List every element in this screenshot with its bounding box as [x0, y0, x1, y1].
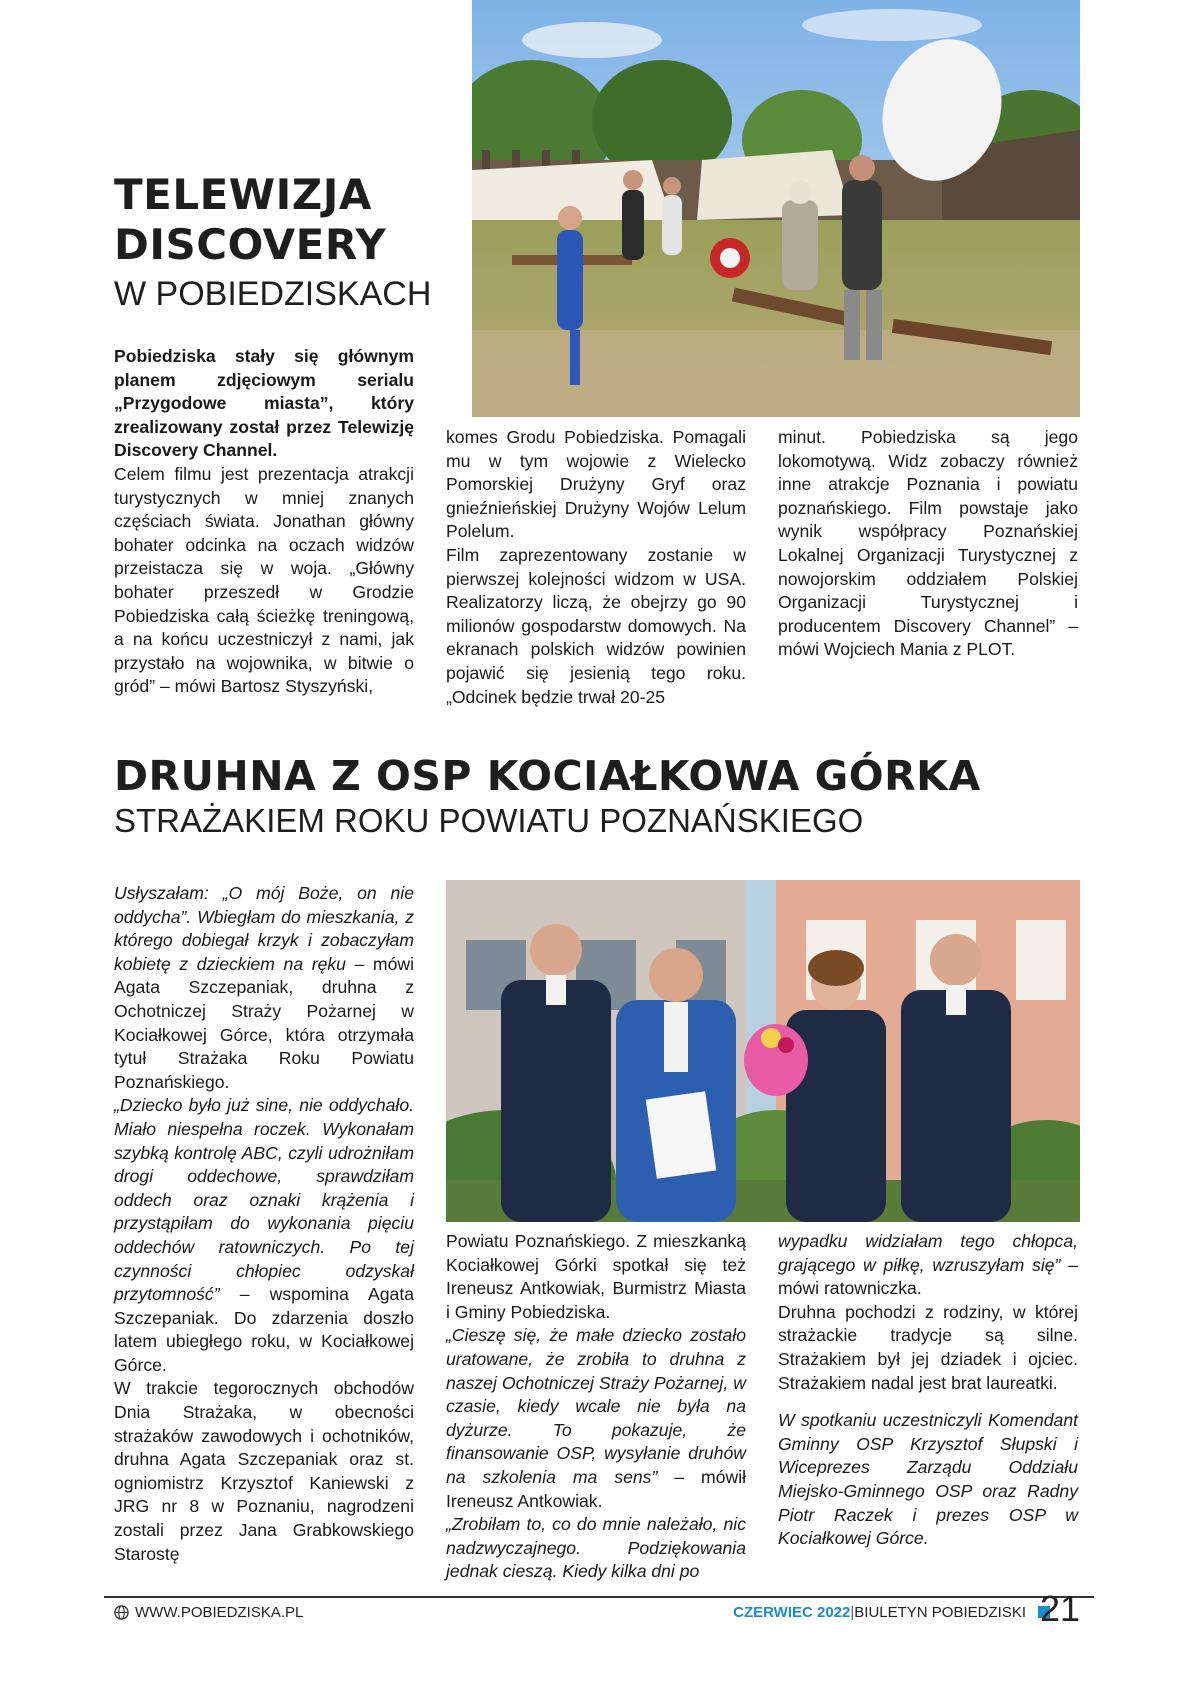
- article2-photo: [446, 880, 1080, 1222]
- footer-website-label: WWW.POBIEDZISKA.PL: [135, 1604, 304, 1621]
- article2-col2-text-2: – mówił Ireneusz Antkowiak.: [446, 1466, 747, 1511]
- article1-title: [114, 170, 431, 316]
- footer-month: CZERWIEC 2022: [733, 1604, 851, 1621]
- article2-subtitle: STRAŻAKIEM ROKU POWIATU POZNAŃSKIEGO: [114, 802, 864, 839]
- article2-col2-para2: [446, 1324, 746, 1513]
- article2-title: DRUHNA Z OSP KOCIAŁKOWA GÓRKA: [114, 752, 981, 800]
- article1-body-col2-p2: Film zaprezentowany zostanie w pierwszej kolejności widzom w USA. Realizatorzy liczą, że obejrzy go 90 milionów gospodarstw domowych. Na ekranach polskich widzów powinien pojawić się jesienią tego roku. „Odcinek będzie trwał 20-25: [446, 544, 746, 707]
- footer-publication-name: BIULETYN POBIEDZISKI: [854, 1604, 1026, 1621]
- article1-column-3: [778, 426, 1078, 662]
- article2-text-1: – mówi Agata Szczepaniak, druhna z Ochotniczej Straży Pożarnej w Kociałkowej Górce, która otrzymała tytuł Strażaka Roku Powiatu Poznańskiego.: [114, 953, 414, 1092]
- article2-col2-text-1: Powiatu Poznańskiego. Z mieszkanką Kociałkowej Górki spotkał się też Ireneusz Antkowiak, Burmistrz Miasta i Gminy Pobiedziska.: [446, 1231, 746, 1322]
- article2-col3-para1: [778, 1230, 1078, 1301]
- article2-column-2: [446, 1230, 746, 1584]
- article2-col3-text-2: Druhna pochodzi z rodziny, w której strażackie tradycje są silne. Strażakiem był jej dziadek i ojciec. Strażakiem nadal jest brat laureatki.: [778, 1301, 1078, 1393]
- page-number: 21: [1040, 1588, 1081, 1629]
- footer-website[interactable]: [114, 1604, 303, 1624]
- article2-heading: [114, 752, 981, 842]
- article2-quote-1: Usłyszałam: „O mój Boże, on nie oddycha”. Wbiegłam do mieszkania, z którego dobiegał krzyk i zobaczyłam kobietę z dzieckiem na ręku: [114, 883, 414, 974]
- article1-title-line2: DISCOVERY: [114, 220, 387, 269]
- article2-text-3: W trakcie tegorocznych obchodów Dnia Strażaka, w obecności strażaków zawodowych i ochotników, druhna Agata Szczepaniak oraz st. ogniomistrz Krzysztof Kaniewski z JRG nr 8 w Poznaniu, nagrodzeni zostali przez Jana Grabkowskiego Starostę: [114, 1378, 414, 1564]
- article2-quote-2: „Dziecko było już sine, nie oddychało. Miało niespełna roczek. Wykonałam szybką kontrolę ABC, czyli udrożniłam drogi oddechowe, sprawdziłam oddech oraz oznaki krążenia i przystąpiłam do wykonania pięciu oddechów ratowniczych. Po tej czynności chłopiec odzyskał przytomność”: [114, 1095, 414, 1305]
- article1-body-col1: Celem filmu jest prezentacja atrakcji turystycznych w mniej znanych częściach świata. Jonathan główny bohater odcinka na oczach widzów przeistacza się w woja. „Główny bohater przeszedł w Grodzie Pobiedziska całą ścieżkę treningową, a na końcu uczestniczył z nami, jak przystało na wojownika, w bitwie o gród” – mówi Bartosz Styszyński,: [114, 463, 414, 697]
- article1-lead: Pobiedziska stały się głównym planem zdjęciowym serialu „Przygodowe miasta”, który zrealizowany został przez Telewizję Discovery Channel.: [114, 346, 414, 461]
- article2-text-2: – wspomina Agata Szczepaniak. Do zdarzenia doszło latem ubiegłego roku, w Kociałkowej Górce.: [114, 1284, 414, 1375]
- article2-col1-para2: [114, 1094, 414, 1377]
- article1-photo: [472, 0, 1080, 417]
- globe-icon: [114, 1605, 129, 1624]
- article1-body-col2-p1: komes Grodu Pobiedziska. Pomagali mu w tym wojowie z Wielecko Pomorskiej Drużyny Gryf oraz gnieźnieńskiej Drużyny Wojów Lelum Polelum.: [446, 427, 746, 542]
- footer-publication: CZERWIEC 2022|BIULETYN POBIEDZISKI: [733, 1604, 1050, 1621]
- footer-divider: [104, 1596, 1094, 1598]
- article2-photo-caption: W spotkaniu uczestniczyli Komendant Gminny OSP Krzysztof Słupski i Wiceprezes Zarządu Oddziału Miejsko-Gminnego OSP oraz Radny Piotr Raczek i prezes OSP w Kociałkowej Górce.: [778, 1410, 1078, 1549]
- article2-col2-quote-1: „Cieszę się, że małe dziecko zostało uratowane, że zrobiła to druhna z naszej Ochotniczej Straży Pożarnej, w czasie, kiedy wcale nie była na dyżurze. To pokazuje, że finansowanie OSP, wysyłanie druhów na szkolenia ma sens”: [446, 1325, 746, 1487]
- article1-column-1: [114, 345, 414, 699]
- article1-column-2: [446, 426, 746, 709]
- article2-col3-text-1: – mówi ratowniczka.: [778, 1254, 1078, 1299]
- article1-title-line1: TELEWIZJA: [114, 170, 372, 219]
- article2-column-1: [114, 882, 414, 1566]
- article2-column-3: [778, 1230, 1078, 1551]
- article2-col1-para1: [114, 882, 414, 1094]
- article1-body-col3: minut. Pobiedziska są jego lokomotywą. Widz zobaczy również inne atrakcje Poznania i powiatu poznańskiego. Film powstaje jako wynik współpracy Poznańskiej Lokalnej Organizacji Turystycznej z nowojorskim oddziałem Polskiej Organizacji Turystycznej i producentem Discovery Channel” – mówi Wojciech Mania z PLOT.: [778, 427, 1078, 660]
- article2-col2-quote-2: „Zrobiłam to, co do mnie należało, nic nadzwyczajnego. Podziękowania jednak cieszą. Kiedy kilka dni po: [446, 1514, 746, 1582]
- article1-subtitle: W POBIEDZISKACH: [114, 275, 432, 313]
- article2-col3-quote-1: wypadku widziałam tego chłopca, grającego w piłkę, wzruszyłam się”: [778, 1231, 1078, 1275]
